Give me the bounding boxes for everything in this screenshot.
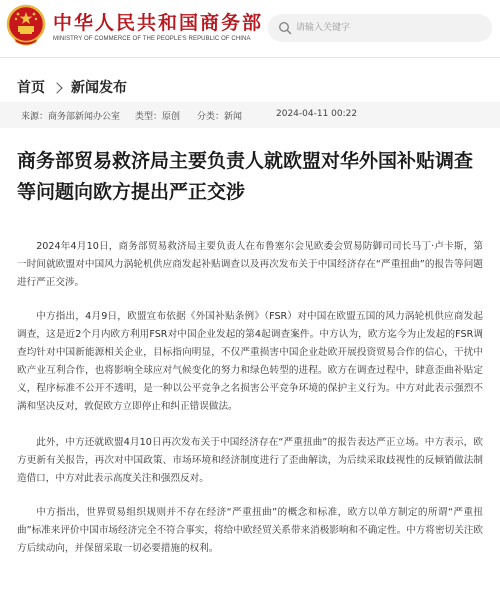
breadcrumb-news-link[interactable]: 新闻发布 — [71, 80, 127, 96]
site-title[interactable]: 中华人民共和国商务部 — [53, 12, 264, 34]
meta-category: 分类：新闻 — [197, 112, 243, 122]
search-icon[interactable] — [278, 21, 292, 35]
article-paragraph-4: 中方指出，世界贸易组织规则并不存在经济“严重扭曲”的概念和标准，欧方以单方制定的所谓“严重扭曲”标准来评价中国市场经济完全不符合事实，将给中欧经贸关系带来消极影响和不确定性。中方将密切关注欧方后续动向，并保留采取一切必要措施的权利。 — [17, 507, 483, 554]
article-paragraph-1: 2024年4月10日，商务部贸易救济局主要负责人在布鲁塞尔会见欧委会贸易防御司司长马丁·卢卡斯，第一时间就欧盟对中国风力涡轮机供应商发起补贴调查以及再次发布关于中国经济存在“严重扭曲”的报告等问题进行严正交涉。 — [17, 241, 483, 288]
site-subtitle: MINISTRY OF COMMERCE OF THE PEOPLE'S REPUBLIC OF CHINA — [53, 36, 251, 42]
meta-author: 类型：原创 — [135, 112, 181, 122]
meta-timestamp: 2024-04-11 00:22 — [276, 109, 358, 119]
article-body — [17, 238, 483, 574]
site-header — [0, 0, 500, 58]
article-title: 商务部贸易救济局主要负责人就欧盟对华外国补贴调查等问题向欧方提出严正交涉 — [17, 150, 474, 203]
national-emblem-icon[interactable] — [6, 4, 46, 46]
breadcrumb-home-link[interactable]: 首页 — [17, 80, 45, 96]
breadcrumb — [17, 77, 127, 97]
article-meta-bar — [0, 102, 500, 128]
article-paragraph-3: 此外，中方还就欧盟4月10日再次发布关于中国经济存在“严重扭曲”的报告表达严正立场。中方表示，欧方更新有关报告，再次对中国政策、市场环境和经济制度进行了歪曲解读，为后续采取歧视性的反倾销做法制造借口，中方对此表示高度关注和强烈反对。 — [17, 437, 483, 484]
meta-source: 来源：商务部新闻办公室 — [21, 112, 121, 122]
search-input[interactable] — [296, 18, 481, 38]
article-paragraph-2: 中方指出，4月9日，欧盟宣布依据《外国补贴条例》（FSR）对中国在欧盟五国的风力涡轮机供应商发起调查，这是近2个月内欧方利用FSR对中国企业发起的第4起调查案件。中方认为，欧方迄今为止发起的FSR调查均针对中国新能源相关企业，目标指向明显，不仅严重损害中国企业赴欧开展投资贸易合作的信心，干扰中欧产业互利合作，也将影响全球应对气候变化的努力和绿色转型的进程。欧方在调查过程中，肆意歪曲补贴定义，程序标准不公开不透明，是一种以公平竞争之名损害公平竞争环境的保护主义行为。中方对此表示强烈不满和坚决反对，敦促欧方立即停止和纠正错误做法。 — [17, 311, 483, 412]
search-box[interactable] — [268, 14, 492, 42]
chevron-right-icon — [51, 82, 62, 93]
